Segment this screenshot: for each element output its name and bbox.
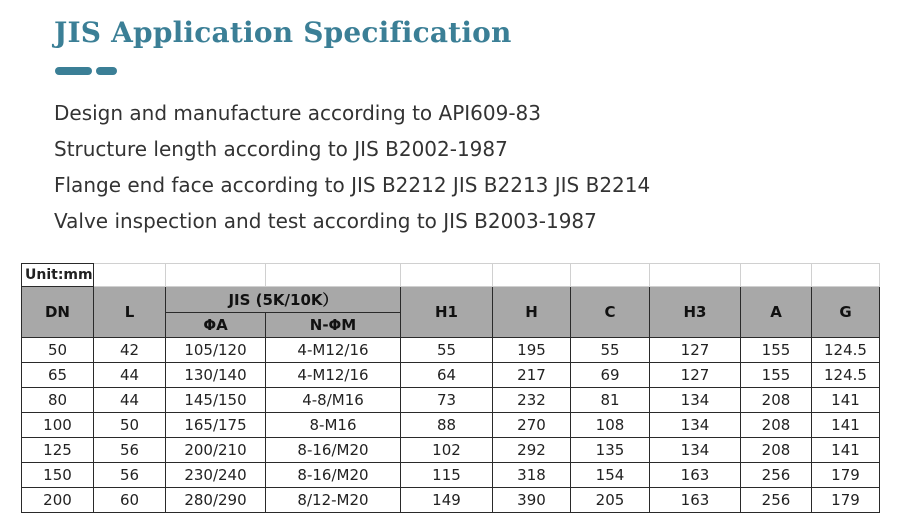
table-cell: 208	[741, 413, 812, 438]
table-cell: 73	[401, 388, 493, 413]
table-cell: 115	[401, 463, 493, 488]
table-cell: 208	[741, 388, 812, 413]
empty-cell	[812, 264, 880, 287]
table-cell: 130/140	[166, 363, 266, 388]
table-cell: 256	[741, 488, 812, 513]
empty-cell	[741, 264, 812, 287]
table-cell: 50	[22, 338, 94, 363]
header-l: L	[94, 287, 166, 338]
table-cell: 42	[94, 338, 166, 363]
empty-cell	[94, 264, 166, 287]
title-underline-short	[96, 67, 117, 75]
table-cell: 60	[94, 488, 166, 513]
empty-cell	[401, 264, 493, 287]
table-cell: 163	[650, 463, 741, 488]
title-underline-long	[55, 67, 92, 75]
empty-cell	[650, 264, 741, 287]
header-phi-a: ΦA	[166, 313, 266, 338]
table-cell: 141	[812, 413, 880, 438]
header-h3: H3	[650, 287, 741, 338]
table-cell: 88	[401, 413, 493, 438]
table-cell: 163	[650, 488, 741, 513]
table-row	[22, 488, 880, 513]
table-cell: 4-M12/16	[266, 363, 401, 388]
empty-cell	[266, 264, 401, 287]
header-dn: DN	[22, 287, 94, 338]
spec-list	[54, 100, 650, 244]
table-cell: 8-M16	[266, 413, 401, 438]
table-cell: 81	[571, 388, 650, 413]
table-cell: 44	[94, 388, 166, 413]
table-cell: 69	[571, 363, 650, 388]
table-cell: 105/120	[166, 338, 266, 363]
spec-item: Valve inspection and test according to JIS B2003-1987	[54, 209, 597, 233]
empty-cell	[166, 264, 266, 287]
table-cell: 280/290	[166, 488, 266, 513]
table-cell: 134	[650, 438, 741, 463]
table-body	[22, 338, 880, 513]
table-cell: 270	[493, 413, 571, 438]
table-cell: 149	[401, 488, 493, 513]
table-cell: 108	[571, 413, 650, 438]
table-cell: 217	[493, 363, 571, 388]
table-cell: 55	[571, 338, 650, 363]
table-cell: 179	[812, 488, 880, 513]
header-n-phi-m: N-ΦM	[266, 313, 401, 338]
table-cell: 195	[493, 338, 571, 363]
table-row	[22, 463, 880, 488]
table-cell: 124.5	[812, 338, 880, 363]
header-row	[22, 287, 880, 313]
empty-cell	[571, 264, 650, 287]
table-cell: 200/210	[166, 438, 266, 463]
table-cell: 56	[94, 463, 166, 488]
table-row	[22, 413, 880, 438]
table-cell: 208	[741, 438, 812, 463]
table-cell: 230/240	[166, 463, 266, 488]
table-cell: 65	[22, 363, 94, 388]
table-cell: 155	[741, 338, 812, 363]
table-row	[22, 338, 880, 363]
header-c: C	[571, 287, 650, 338]
table-cell: 179	[812, 463, 880, 488]
table-cell: 8-16/M20	[266, 463, 401, 488]
table-cell: 292	[493, 438, 571, 463]
header-h1: H1	[401, 287, 493, 338]
table-cell: 141	[812, 438, 880, 463]
table-cell: 125	[22, 438, 94, 463]
table-cell: 50	[94, 413, 166, 438]
spec-item: Design and manufacture according to API609-83	[54, 101, 541, 125]
table-cell: 64	[401, 363, 493, 388]
table-cell: 4-8/M16	[266, 388, 401, 413]
table-cell: 134	[650, 388, 741, 413]
table-cell: 102	[401, 438, 493, 463]
header-jis-group: JIS (5K/10K）	[166, 287, 401, 313]
table-cell: 200	[22, 488, 94, 513]
table-row	[22, 438, 880, 463]
table-cell: 318	[493, 463, 571, 488]
table-cell: 256	[741, 463, 812, 488]
table-cell: 141	[812, 388, 880, 413]
table-cell: 8-16/M20	[266, 438, 401, 463]
table-cell: 4-M12/16	[266, 338, 401, 363]
table-cell: 155	[741, 363, 812, 388]
table-cell: 134	[650, 413, 741, 438]
table-cell: 100	[22, 413, 94, 438]
table-row	[22, 388, 880, 413]
header-h: H	[493, 287, 571, 338]
table-cell: 8/12-M20	[266, 488, 401, 513]
unit-row	[22, 264, 880, 287]
header-a: A	[741, 287, 812, 338]
table-cell: 145/150	[166, 388, 266, 413]
table-cell: 232	[493, 388, 571, 413]
table-cell: 150	[22, 463, 94, 488]
page-title: JIS Application Specification	[54, 16, 512, 49]
table-cell: 127	[650, 363, 741, 388]
table-cell: 56	[94, 438, 166, 463]
table-row	[22, 363, 880, 388]
table-cell: 390	[493, 488, 571, 513]
header-g: G	[812, 287, 880, 338]
table-cell: 205	[571, 488, 650, 513]
table-cell: 127	[650, 338, 741, 363]
table-cell: 55	[401, 338, 493, 363]
table-cell: 154	[571, 463, 650, 488]
empty-cell	[493, 264, 571, 287]
table-cell: 44	[94, 363, 166, 388]
spec-item: Structure length according to JIS B2002-1987	[54, 137, 508, 161]
table-cell: 165/175	[166, 413, 266, 438]
unit-label: Unit:mm	[22, 264, 94, 287]
dimension-table	[21, 263, 880, 513]
table-cell: 124.5	[812, 363, 880, 388]
table-cell: 80	[22, 388, 94, 413]
spec-item: Flange end face according to JIS B2212 JIS B2213 JIS B2214	[54, 173, 651, 197]
table-cell: 135	[571, 438, 650, 463]
